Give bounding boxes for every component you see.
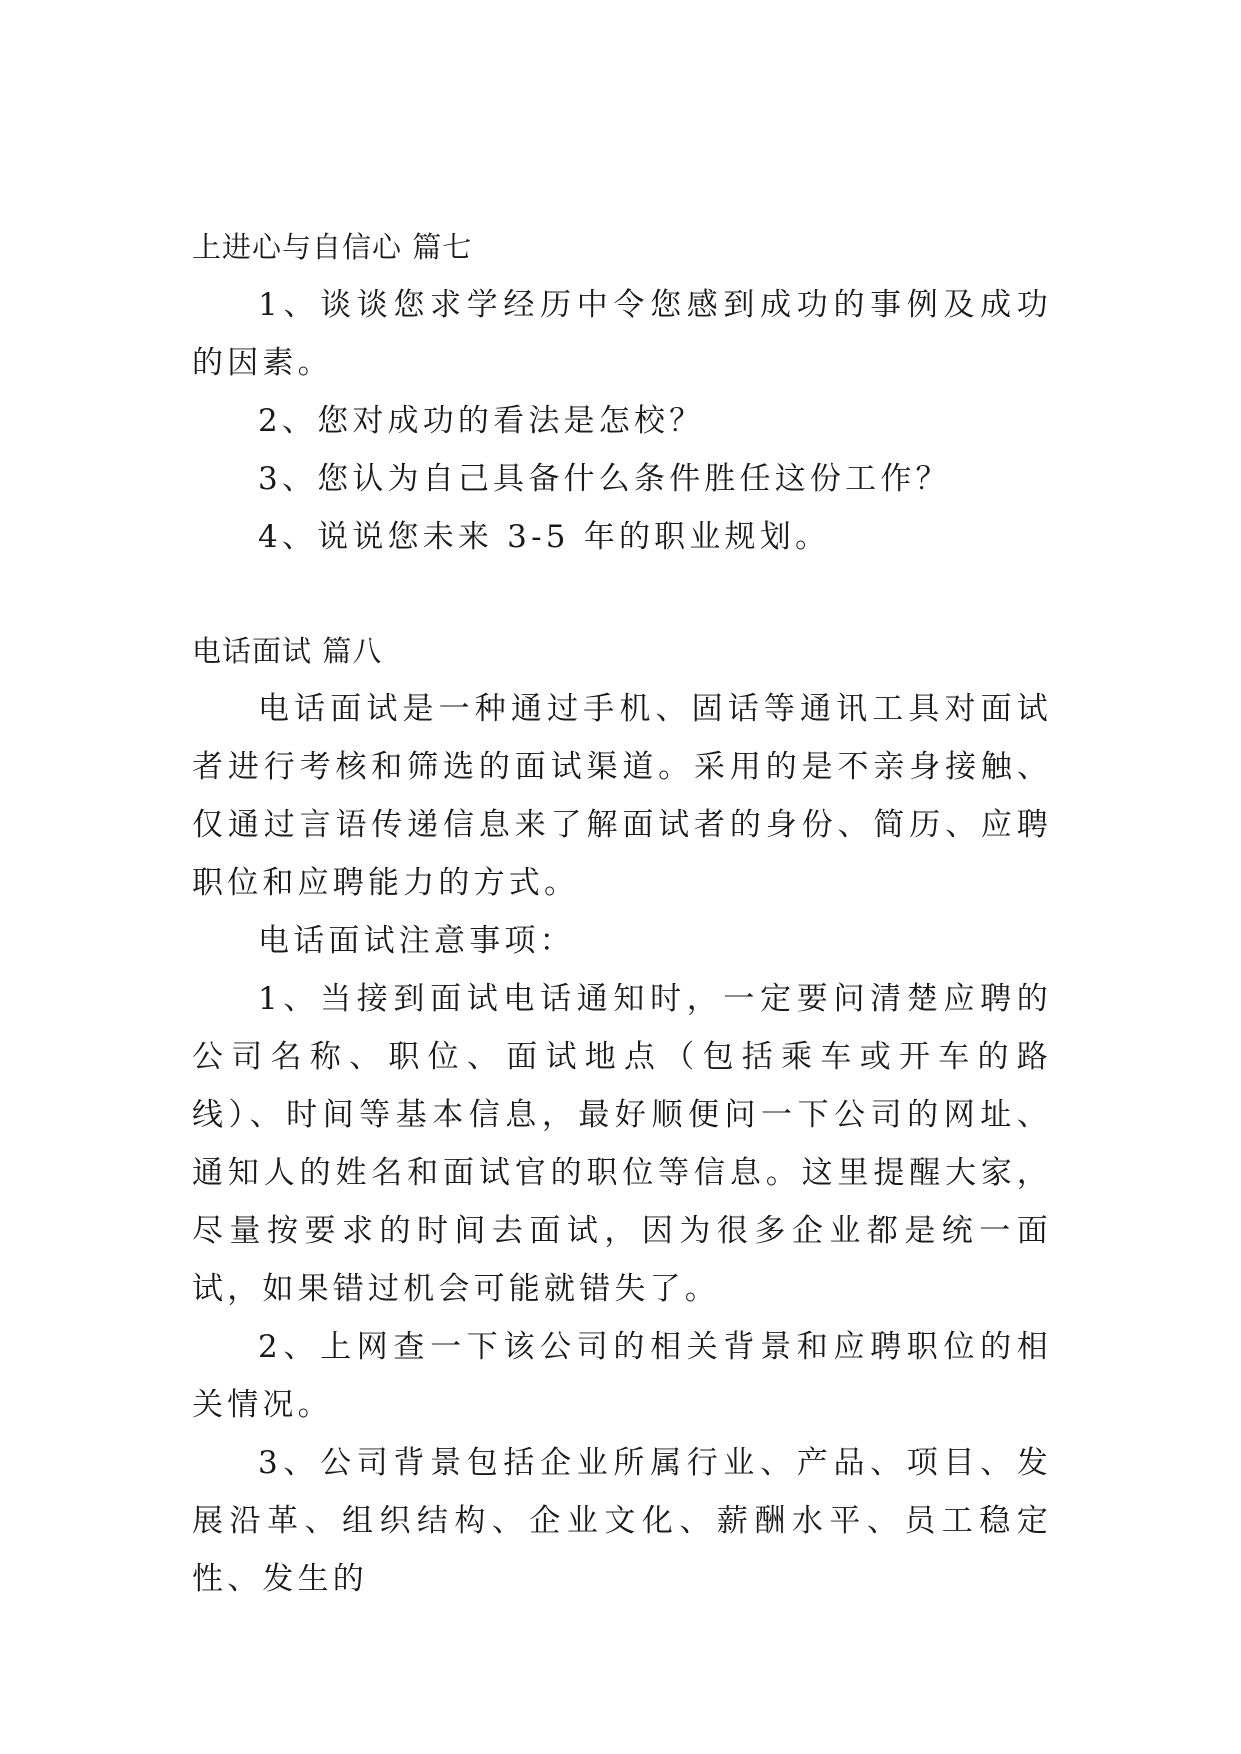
paragraph-question-4: 4、说说您未来 3-5 年的职业规划。 xyxy=(258,519,831,555)
section-title-chapter-8: 电话面试 篇八 xyxy=(192,634,383,668)
paragraph-phone-interview-intro: 电话面试是一种通过手机、固话等通讯工具对面试者进行考核和筛选的面试渠道。采用的是不亲身接触、仅通过言语传递信息来了解面试者的身份、简历、应聘职位和应聘能力的方式。 xyxy=(192,691,1052,901)
section-spacer xyxy=(192,566,1052,622)
paragraph-question-3: 3、您认为自己具备什么条件胜任这份工作？ xyxy=(258,461,951,497)
paragraph-question-2: 2、您对成功的看法是怎校？ xyxy=(258,403,705,439)
paragraph-note-3: 3、公司背景包括企业所属行业、产品、项目、发展沿革、组织结构、企业文化、薪酬水平、员工稳定性、发生的 xyxy=(192,1445,1052,1597)
paragraph-note-2: 2、上网查一下该公司的相关背景和应聘职位的相关情况。 xyxy=(192,1329,1052,1423)
document-page xyxy=(192,218,1052,1608)
section-title-chapter-7: 上进心与自信心 篇七 xyxy=(192,230,473,264)
paragraph-question-1: 1、谈谈您求学经历中令您感到成功的事例及成功的因素。 xyxy=(192,287,1052,381)
paragraph-note-1: 1、当接到面试电话通知时，一定要问清楚应聘的公司名称、职位、面试地点（包括乘车或开车的路线）、时间等基本信息，最好顺便问一下公司的网址、通知人的姓名和面试官的职位等信息。这里提醒大家，尽量按要求的时间去面试，因为很多企业都是统一面试，如果错过机会可能就错失了。 xyxy=(192,981,1052,1307)
paragraph-notes-heading: 电话面试注意事项： xyxy=(258,923,575,959)
